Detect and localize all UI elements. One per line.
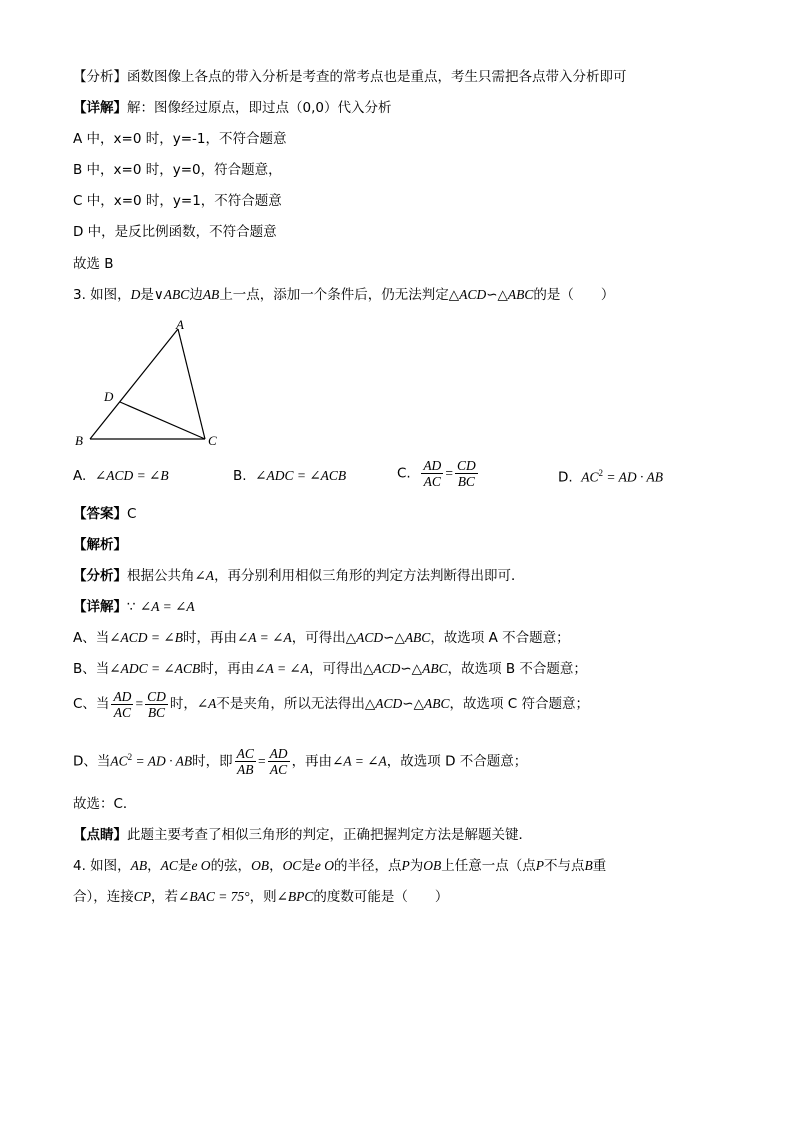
q3-detail: 【详解】∵ ∠A = ∠A xyxy=(73,599,195,615)
q3-line-b: B、当∠ADC = ∠ACB时，再由∠A = ∠A，可得出△ACD∽△ABC，故选项 B 不合题意； xyxy=(73,661,587,677)
option-d: D. $AC^2$ = AD · AB xyxy=(558,468,664,486)
q3-comment: 【点睛】此题主要考查了相似三角形的判定，正确把握判定方法是解题关键． xyxy=(73,827,532,843)
label-c: C xyxy=(208,433,217,448)
option-b: B. ∠ADC = ∠ACB xyxy=(233,468,347,484)
option-c: C. $\frac{AD}{AC}$ = $\frac{CD}{BC}$ xyxy=(397,458,476,489)
side-ab xyxy=(90,329,178,439)
option-a: A. ∠ACD = ∠B xyxy=(73,468,169,484)
q3-answer: 【答案】C xyxy=(73,506,137,522)
q2-item-a: A 中，x=0 时，y=-1，不符合题意 xyxy=(73,131,287,147)
q3-choose: 故选：C． xyxy=(73,796,137,812)
q3-line-c: C、当 $\frac{AD}{AC}$ = $\frac{CD}{BC}$ 时，∠A不是夹角，所以无法得出△ACD∽△ABC，故选项 C 符合题意； xyxy=(73,688,589,720)
q3-analysis: 【分析】根据公共角∠A，再分别利用相似三角形的判定方法判断得出即可． xyxy=(73,568,525,584)
q3-line-d: D、当$AC^2$ = AD · AB时，即 $\frac{AC}{AB}$ = $\frac{AD}{AC}$ ，再由∠A = ∠A，故选项 D 不合题意； xyxy=(73,746,528,777)
q2-analysis: 【分析】函数图像上各点的带入分析是考查的常考点也是重点，考生只需把各点带入分析即可 xyxy=(73,69,627,85)
segment-cd xyxy=(120,402,205,439)
side-ac xyxy=(178,329,205,439)
q4-stem-line1: 4. 如图，AB，AC是e O的弦，OB，OC是e O的半径，点P为OB上任意一点（点P不与点B重 xyxy=(73,858,607,874)
q3-line-a: A、当∠ACD = ∠B时，再由∠A = ∠A，可得出△ACD∽△ABC，故选项 A 不合题意； xyxy=(73,630,570,646)
label-a: A xyxy=(176,317,184,332)
q2-item-c: C 中，x=0 时，y=1，不符合题意 xyxy=(73,193,282,209)
label-b: B xyxy=(75,433,83,448)
q2-item-b: B 中，x=0 时，y=0，符合题意， xyxy=(73,162,282,178)
q2-item-d: D 中，是反比例函数，不符合题意 xyxy=(73,224,277,240)
q4-stem-line2: 合），连接CP，若∠BAC = 75°，则∠BPC的度数可能是（ ） xyxy=(73,889,449,905)
triangle-figure xyxy=(70,315,230,455)
q2-detail: 【详解】解：图像经过原点，即过点（0,0）代入分析 xyxy=(73,100,392,116)
q3-solution-tag: 【解析】 xyxy=(73,537,127,553)
q2-choose: 故选 B xyxy=(73,256,114,272)
label-d: D xyxy=(104,389,114,404)
q3-stem: 3. 如图，D是∨ABC边AB上一点，添加一个条件后，仍无法判定△ACD∽△ABC的是（ ） xyxy=(73,287,615,303)
